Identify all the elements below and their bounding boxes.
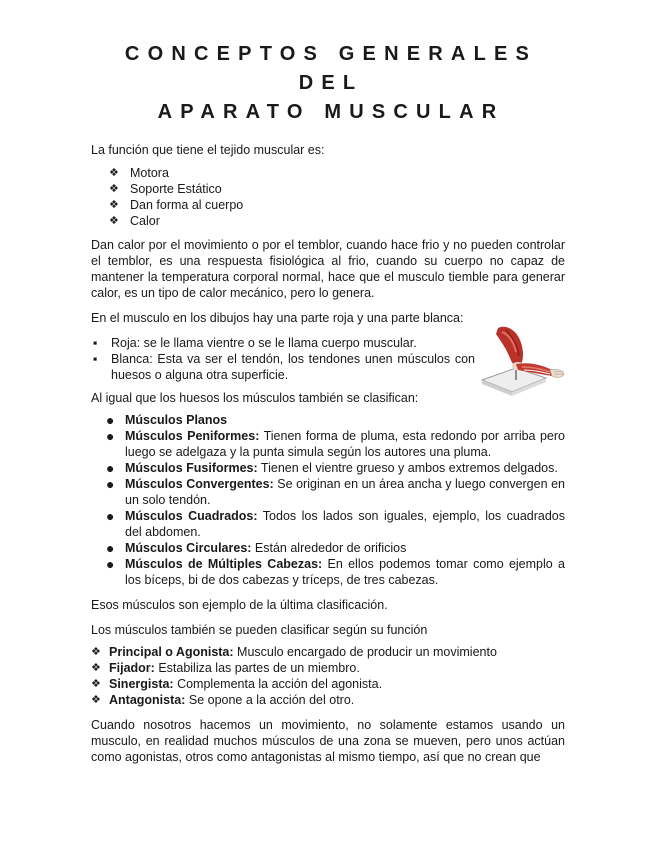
list-item [91,335,475,351]
term-description: Estabiliza las partes de un miembro. [154,661,360,675]
document-page [91,40,565,765]
diamond-bullet-icon: ❖ [109,215,119,227]
list-item-text: Calor [130,214,160,228]
term-description: Musculo encargado de producir un movimiento [233,645,497,659]
diamond-bullet-icon: ❖ [91,662,101,674]
list-item [91,676,565,692]
square-bullet-icon: ▪ [93,336,98,350]
term: Músculos Peniformes: [125,429,260,443]
list-item [91,165,565,181]
list-item [91,556,565,588]
dot-bullet-icon: ● [106,540,115,556]
term: Fijador: [109,661,155,675]
list-item [91,428,565,460]
funcion-list [91,644,565,708]
list-item [91,692,565,708]
list-item [91,540,565,556]
dot-bullet-icon: ● [106,460,115,476]
page-title [91,40,565,127]
closing-paragraph: Cuando nosotros hacemos un movimiento, no solamente estamos usando un musculo, en realidad muchos músculos de una zona se mueven, pero unos actúan como agonistas, otros como antagonistas al mismo tiempo, así que no crean que [91,718,565,764]
diamond-bullet-icon: ❖ [109,183,119,195]
term-description: En ellos podemos tomar como ejemplo a los bíceps, bi de dos cabezas y tríceps, de tres cabezas. [125,557,565,587]
ejemplo-note: Esos músculos son ejemplo de la última clasificación. [91,598,388,612]
list-item [91,197,565,213]
clasificacion-list [91,412,565,588]
clasificacion-intro: Al igual que los huesos los músculos también se clasifican: [91,391,419,405]
diamond-bullet-icon: ❖ [109,167,119,179]
term: Músculos de Múltiples Cabezas: [125,557,323,571]
list-item-text: Motora [130,166,169,180]
list-item-text: Blanca: Esta va ser el tendón, los tendones unen músculos con huesos o alguna otra superficie. [111,352,475,382]
term-description: Tienen forma de pluma, esta redondo por arriba pero luego se adelgaza y la punta simula según los autores una pluma. [125,429,565,459]
term: Sinergista: [109,677,174,691]
title-line-2: APARATO MUSCULAR [157,101,505,123]
diamond-bullet-icon: ❖ [109,199,119,211]
term-description: Todos los lados son iguales, ejemplo, los cuadrados del abdomen. [125,509,565,539]
funcion-intro: Los músculos también se pueden clasificar según su función [91,623,428,637]
diamond-bullet-icon: ❖ [91,678,101,690]
term-description: Complementa la acción del agonista. [173,677,383,691]
list-item [91,508,565,540]
list-item-text: Roja: se le llama vientre o se le llama cuerpo muscular. [111,336,417,350]
term-description: Se originan en un área ancha y luego convergen en un solo tendón. [125,477,565,507]
calor-paragraph: Dan calor por el movimiento o por el temblor, cuando hace frio y no pueden controlar el temblor, es una respuesta fisiológica al frio, cuando su cuerpo no capaz de mantener la temperatura corporal normal, hace que el musculo tiemble para generar calor, es un tipo de calor mecánico, pero lo genera. [91,238,565,300]
term: Músculos Fusiformes: [125,461,258,475]
term: Músculos Planos [125,413,228,427]
intro-text: La función que tiene el tejido muscular es: [91,143,325,157]
square-bullet-icon: ▪ [93,352,98,366]
functions-list [91,165,565,229]
dot-bullet-icon: ● [106,428,115,444]
list-item-text: Dan forma al cuerpo [130,198,244,212]
partes-list [91,335,475,383]
list-item-text: Soporte Estático [130,182,222,196]
list-item [91,351,475,383]
term: Principal o Agonista: [109,645,234,659]
list-item [91,660,565,676]
list-item [91,412,565,428]
term-description: Se opone a la acción del otro. [185,693,355,707]
list-item [91,213,565,229]
term: Músculos Convergentes: [125,477,274,491]
list-item [91,644,565,660]
term-description: Tienen el vientre grueso y ambos extremos delgados. [257,461,558,475]
dot-bullet-icon: ● [106,508,115,524]
dot-bullet-icon: ● [106,476,115,492]
dot-bullet-icon: ● [106,412,115,428]
list-item [91,460,565,476]
dot-bullet-icon: ● [106,556,115,572]
title-line-1: CONCEPTOS GENERALES DEL [124,43,538,94]
term: Músculos Circulares: [125,541,252,555]
diamond-bullet-icon: ❖ [91,646,101,658]
term: Antagonista: [109,693,186,707]
term: Músculos Cuadrados: [125,509,258,523]
list-item [91,476,565,508]
partes-intro: En el musculo en los dibujos hay una parte roja y una parte blanca: [91,311,464,325]
term-description: Están alrededor de orificios [251,541,407,555]
diamond-bullet-icon: ❖ [91,694,101,706]
arm-muscle-illustration [476,322,568,404]
list-item [91,181,565,197]
